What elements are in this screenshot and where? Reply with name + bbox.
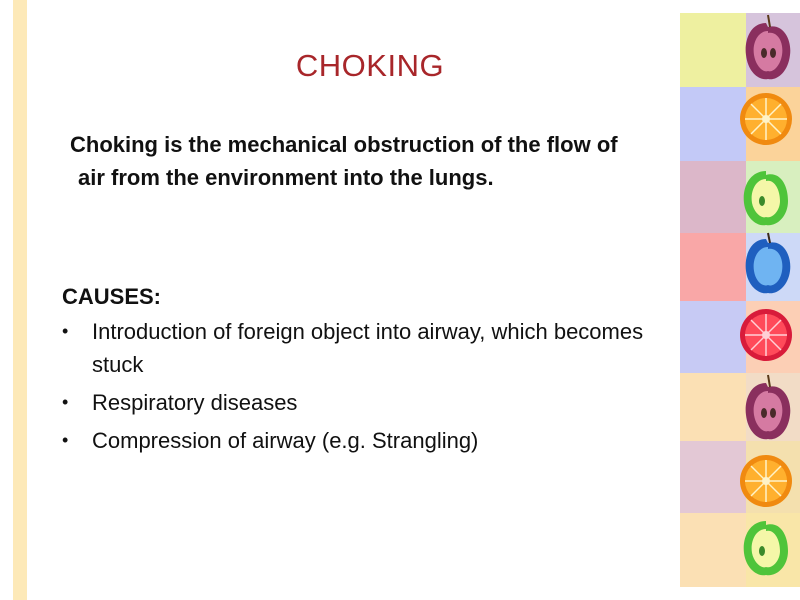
bullet-icon: • xyxy=(62,392,69,412)
tile xyxy=(680,87,746,161)
cause-text: Respiratory diseases xyxy=(92,390,298,415)
red-orange-slice-icon xyxy=(740,309,792,361)
cause-text-continued: stuck xyxy=(92,352,144,377)
list-item xyxy=(62,315,782,381)
tile xyxy=(680,513,746,587)
causes-list xyxy=(62,315,782,457)
definition-text xyxy=(70,128,750,194)
tile xyxy=(680,13,746,87)
tile xyxy=(680,233,746,301)
causes-heading: CAUSES: xyxy=(62,284,162,309)
cause-text: Compression of airway (e.g. Strangling) xyxy=(92,428,479,453)
tile xyxy=(680,301,746,373)
bullet-icon: • xyxy=(62,321,69,341)
tile xyxy=(680,441,746,513)
orange-slice-icon xyxy=(740,93,792,145)
definition-line-1: Choking is the mechanical obstruction of the flow of xyxy=(70,132,618,157)
list-item xyxy=(62,386,782,419)
fruit-mosaic-decoration xyxy=(680,13,800,587)
slide-title: CHOKING xyxy=(295,48,445,83)
tile xyxy=(680,373,746,441)
definition-line-2: air from the environment into the lungs. xyxy=(78,165,494,190)
bullet-icon: • xyxy=(62,430,69,450)
orange-slice-icon xyxy=(740,455,792,507)
list-item xyxy=(62,424,782,457)
cause-text: Introduction of foreign object into airway, which becomes xyxy=(92,319,644,344)
fruit-mosaic-svg xyxy=(680,13,800,587)
causes-section xyxy=(62,280,782,462)
tile xyxy=(680,161,746,233)
left-decorative-strip xyxy=(13,0,27,600)
